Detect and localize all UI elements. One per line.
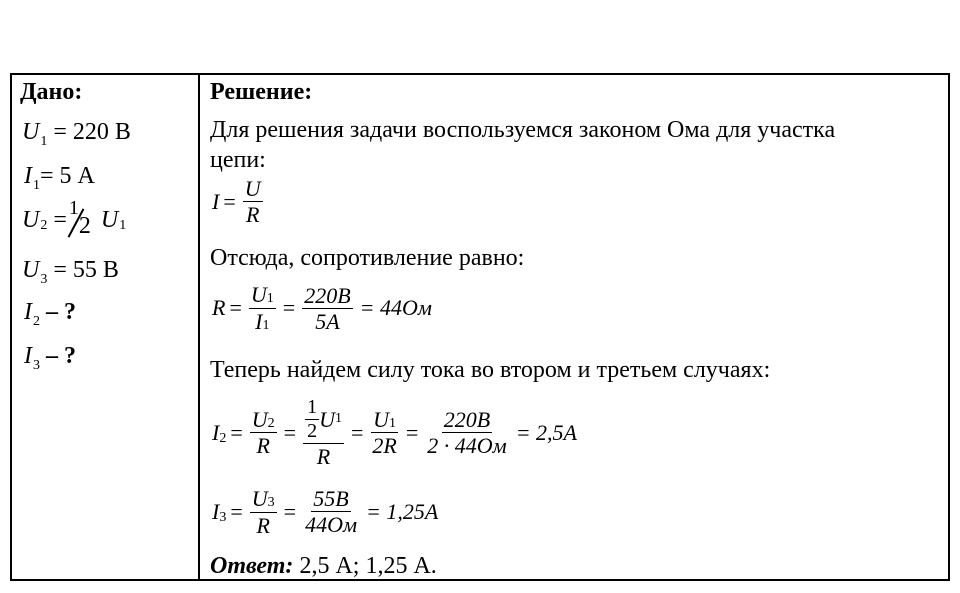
equals: = [282, 295, 296, 321]
solution-title: Решение: [210, 79, 313, 105]
i2-fraction-4: $\frac{220B}{2 \cdot 44Ом}$ [427, 406, 507, 459]
equals: = [283, 498, 297, 524]
i3-fraction-2: $\frac{55B}{44Ом}$ [305, 486, 357, 538]
equals: = [283, 419, 297, 445]
resistance-text: Отсюда, сопротивление равно: [210, 245, 525, 271]
intro-line-1: Для решения задачи воспользуемся законом Ома для участка [210, 117, 836, 143]
current-text: Теперь найдем силу тока во втором и третьем случаях: [210, 357, 771, 383]
given-i1: $I_1= 5$ А [24, 163, 95, 193]
given-u1: $U_1 = 220$ В [22, 119, 131, 149]
half-fraction: 1 2 [68, 197, 91, 239]
equals: = [230, 419, 243, 445]
given-i2-unknown: $I_2$ – ? [24, 299, 76, 329]
given-u2: U 2 = 1 2 U 1 [22, 197, 127, 239]
answer [210, 553, 437, 580]
ohm-fraction: $\frac{U}{R}$ [244, 176, 261, 228]
i2-formula: I 2 = $\frac{U2}{R}$ = $\frac{1}{2}$ U 1 R = $\frac{U1}{2R}$ = $\frac{220B}{2 \cdot 44Ом}$ = 2,5A [212, 396, 577, 469]
ohm-law-formula: I = $\frac{U}{R}$ [212, 176, 261, 228]
answer-value: 2,5 А; 1,25 А. [299, 553, 437, 579]
i3-formula: I 3 = $\frac{U3}{R}$ = $\frac{55B}{44Ом}$ = 1,25A [212, 486, 439, 538]
given-u3: $U_3 = 55$ В [22, 257, 119, 287]
given-i3-unknown: $I_3$ – ? [24, 343, 76, 373]
r-fraction-2: $\frac{220B}{5A}$ [304, 282, 351, 334]
equals: = [229, 295, 242, 321]
given-title: Дано: [20, 79, 83, 105]
half-inner-fraction: $\frac{1}{2}$ [307, 396, 318, 442]
r-fraction-1: $\frac{U1}{I1}$ [250, 282, 274, 334]
i2-fraction-3: $\frac{U1}{2R}$ [372, 406, 397, 459]
i2-fraction-1: $\frac{U2}{R}$ [251, 406, 275, 459]
i2-fraction-2: $\frac{1}{2}$ U 1 R [303, 397, 344, 468]
solution-table [10, 73, 950, 581]
intro-line-2: цепи: [210, 147, 266, 173]
column-divider [198, 75, 200, 579]
i3-fraction-1: $\frac{U3}{R}$ [251, 486, 275, 538]
equals: = [350, 419, 364, 445]
equals: = [405, 419, 419, 445]
equals: = [230, 498, 243, 524]
resistance-formula: R = $\frac{U1}{I1}$ = $\frac{220B}{5A}$ = 44Ом [212, 282, 432, 334]
answer-label: Ответ: [210, 553, 294, 579]
